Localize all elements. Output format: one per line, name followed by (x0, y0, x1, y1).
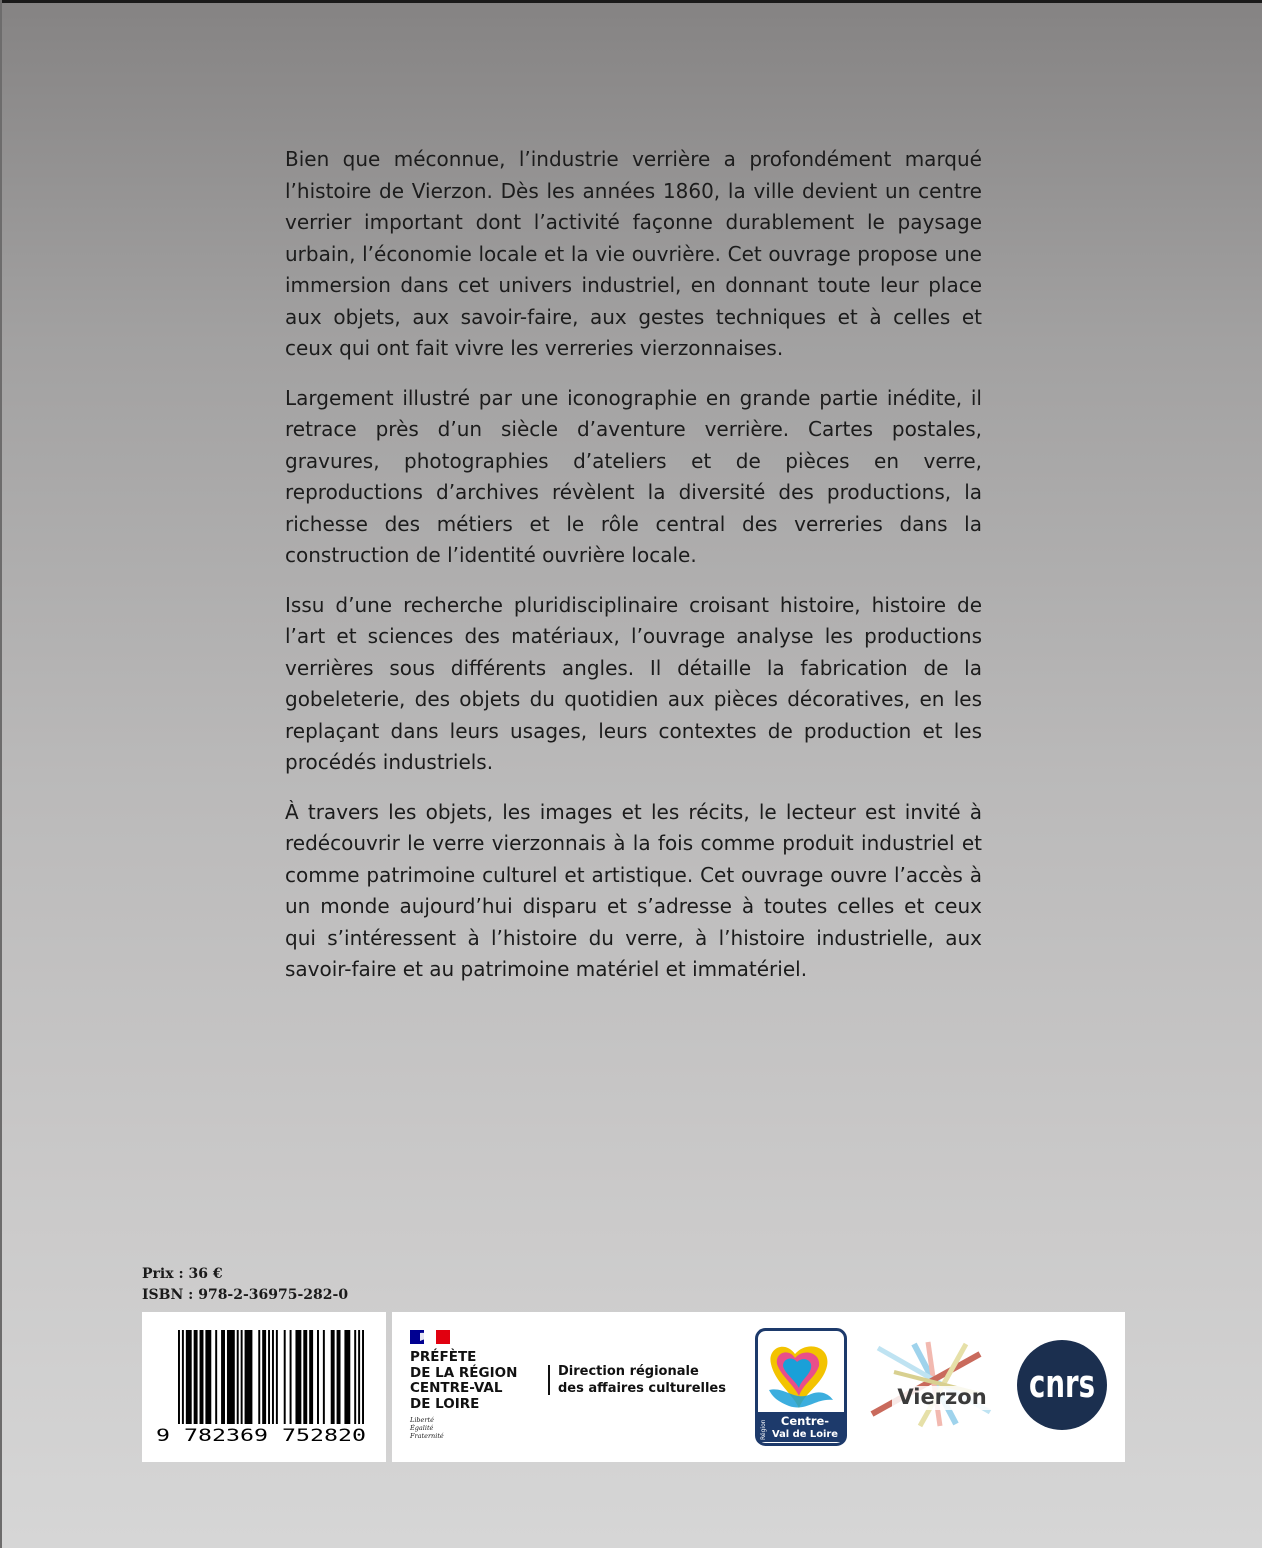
barcode-bar (237, 1330, 239, 1424)
motto-egalite: Égalité (410, 1424, 434, 1432)
barcode-bar (337, 1330, 341, 1424)
paragraph-3: Issu d’une recherche pluridisciplinaire croisant histoire, histoire de l’art et sciences des matériaux, l’ouvrage analyse les productions verrières sous différents angles. Il détaille la fabrication de la gobeleterie, des objets du quotidien aux pièces décoratives, en les replaçant dans leurs usages, leurs contextes de production et les procédés industriels. (285, 592, 982, 774)
back-cover-text (285, 144, 982, 1004)
barcode-bar (268, 1330, 270, 1424)
barcode-bar (354, 1330, 356, 1424)
region-centre-val-de-loire-logo (755, 1328, 847, 1446)
barcode-bar (178, 1330, 180, 1424)
isbn: ISBN : 978-2-36975-282-0 (142, 1287, 349, 1303)
vierzon-logo (870, 1342, 1000, 1426)
barcode-bar (358, 1330, 360, 1424)
region-side-label: Région (760, 1419, 767, 1440)
barcode-bar (221, 1330, 225, 1424)
barcode-bar (344, 1330, 350, 1424)
barcode-bar (186, 1330, 192, 1424)
barcode-bar (227, 1330, 235, 1424)
drac-name (558, 1364, 726, 1397)
barcode-bar (331, 1330, 335, 1424)
barcode-graphic (142, 1312, 386, 1462)
paragraph-1: Bien que méconnue, l’industrie verrière a profondément marqué l’histoire de Vierzon. Dès les années 1860, la ville devient un centre verrier important dont l’activité façonne durablement le paysage urbain, l’économie locale et la vie ouvrière. Cet ouvrage propose une immersion dans cet univers industriel, en donnant toute leur place aux objets, aux savoir-faire, aux gestes techniques et à celles et ceux qui ont fait vivre les verreries vierzonnaises. (285, 147, 982, 360)
motto-liberte: Liberté (410, 1416, 434, 1424)
paragraph-4: À travers les objets, les images et les récits, le lecteur est invité à redécouvrir le verre vierzonnais à la fois comme produit industriel et comme patrimoine culturel et artistique. Cet ouvrage ouvre l’accès à un monde aujourd’hui disparu et s’adresse à toutes celles et ceux qui s’intéressent à l’histoire du verre, à l’histoire industrielle, aux savoir-faire et au patrimoine matériel et immatériel. (285, 799, 982, 981)
barcode-bar (245, 1330, 253, 1424)
prefecture-name (410, 1350, 517, 1412)
region-line-2: Val de Loire (772, 1429, 839, 1440)
barcode-bar (323, 1330, 325, 1424)
barcode-bar (276, 1330, 278, 1424)
barcode-bar (258, 1330, 260, 1424)
barcode-bar (200, 1330, 204, 1424)
barcode-digits: 9 782369 752820 (156, 1426, 366, 1446)
top-border (0, 0, 1262, 3)
barcode (142, 1312, 386, 1462)
prefecture-line-2: DE LA RÉGION (410, 1364, 518, 1381)
price-block (142, 1264, 348, 1306)
barcode-bar (205, 1330, 211, 1424)
barcode-bar (215, 1330, 217, 1424)
barcode-bar (194, 1330, 198, 1424)
paragraph-2: Largement illustré par une iconographie en grande partie inédite, il retrace près d’un siècle d’aventure verrière. Cartes postales, gravures, photographies d’ateliers et de pièces en verre, reproductions d’archives révèlent la diversité des productions, la richesse des métiers et le rôle central des verreries dans la construction de l’identité ouvrière locale. (285, 385, 982, 567)
barcode-bar (241, 1330, 243, 1424)
cnrs-label: cnrs (1029, 1362, 1095, 1406)
logo-divider (548, 1365, 550, 1395)
barcode-bar (290, 1330, 292, 1424)
price: Prix : 36 € (142, 1266, 223, 1282)
prefecture-line-4: DE LOIRE (410, 1395, 480, 1412)
drac-line-2: des affaires culturelles (558, 1380, 726, 1396)
drac-line-1: Direction régionale (558, 1364, 699, 1379)
barcode-bar (295, 1330, 301, 1424)
barcode-bar (317, 1330, 319, 1424)
marianne-flag-icon (410, 1330, 450, 1344)
prefecture-line-1: PRÉFÈTE (410, 1349, 477, 1365)
cnrs-logo (1016, 1339, 1108, 1431)
barcode-bar (262, 1330, 266, 1424)
left-border (0, 0, 2, 1548)
barcode-bar (272, 1330, 274, 1424)
barcode-bar (362, 1330, 364, 1424)
region-line-1: Centre- (780, 1414, 830, 1428)
prefecture-line-3: CENTRE-VAL (410, 1380, 503, 1396)
barcode-bar (303, 1330, 307, 1424)
barcode-bar (309, 1330, 313, 1424)
motto-fraternite: Fraternité (410, 1432, 444, 1440)
barcode-bar (182, 1330, 184, 1424)
vierzon-label: Vierzon (897, 1385, 987, 1409)
partner-logos (392, 1312, 1125, 1462)
prefecture-motto (410, 1416, 444, 1440)
barcode-bar (284, 1330, 286, 1424)
